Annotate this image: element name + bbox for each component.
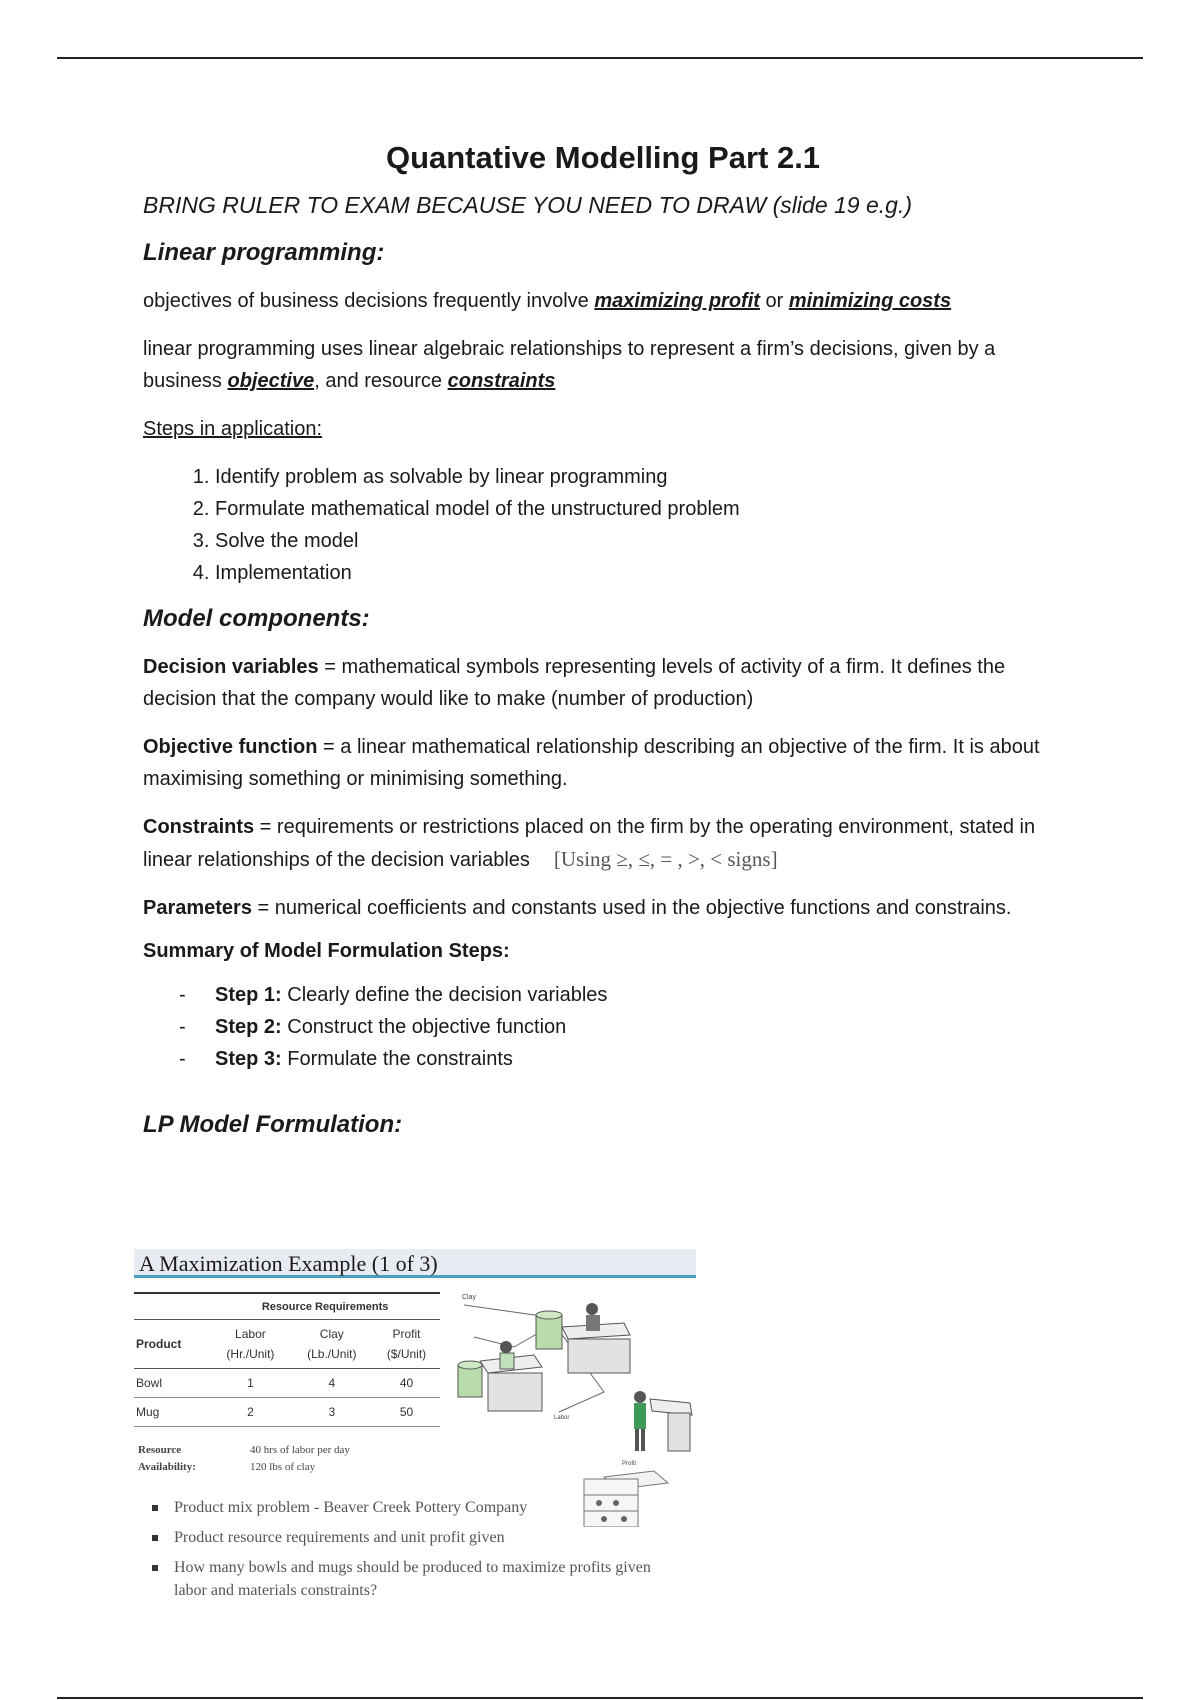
clay-column-header: Clay (Lb./Unit) [291,1320,373,1369]
list-item: 3. Solve the model [215,525,1063,557]
section-heading-lp-formulation: LP Model Formulation: [143,1111,403,1138]
lp-objectives-paragraph: objectives of business decisions frequently involve maximizing profit or minimizing costs [143,290,952,312]
term-minimizing-costs: minimizing costs [788,290,952,312]
worktable-icon [650,1399,692,1451]
slide-bullets [152,1496,672,1609]
list-item: How many bowls and mugs should be produced to maximize profits given labor and materials constraints? [152,1556,672,1602]
constraint-signs: [Using ≥, ≤, = , >, < signs] [553,847,778,871]
list-item: - Step 2: Construct the objective function [179,1011,1063,1043]
worker-icon [634,1391,646,1451]
page-title: Quantative Modelling Part 2.1 [385,140,821,175]
clay-cylinder-icon [458,1361,482,1397]
steps-list [143,461,1063,589]
resource-availability: Resource Availability:40 hrs of labor per day 120 lbs of clay [138,1444,350,1473]
header-rule [57,57,1143,59]
product-column-header: Product [134,1320,210,1369]
list-item: - Step 3: Formulate the constraints [179,1043,1063,1075]
clay-label: Clay [462,1294,477,1301]
decision-variables-paragraph: Decision variables = mathematical symbols representing levels of activity of a firm. It defines the decision that the company would like to make (number of production) [143,656,1006,710]
profit-column-header: Profit ($/Unit) [373,1320,440,1369]
table-row: Mug 2 3 50 [134,1398,440,1427]
term-objective: objective [227,370,315,392]
slide-title: A Maximization Example (1 of 3) [134,1249,696,1278]
list-item: Product resource requirements and unit profit given [152,1526,672,1549]
labor-column-header: Labor (Hr./Unit) [210,1320,290,1369]
constraints-paragraph: Constraints = requirements or restrictions placed on the firm by the operating environment, stated in linear relationships of the decision variables [Using ≥, ≤, = , >, < signs] [143,816,1036,871]
resource-table [134,1292,440,1427]
list-item: 1. Identify problem as solvable by linear programming [215,461,1063,493]
section-heading-linear-programming: Linear programming: [143,239,385,266]
steps-label: Steps in application: [143,418,323,440]
list-item: 2. Formulate mathematical model of the unstructured problem [215,493,1063,525]
labor-label: Labor [554,1415,570,1421]
worktable-icon [480,1341,542,1411]
exam-note: BRING RULER TO EXAM BECAUSE YOU NEED TO DRAW (slide 19 e.g.) [143,192,912,218]
pottery-process-illustration [454,1287,696,1527]
section-heading-model-components: Model components: [143,605,370,632]
lp-definition-paragraph: linear programming uses linear algebraic relationships to represent a firm’s decisions, given by a business objective, and resource constraints [143,338,996,392]
parameters-paragraph: Parameters = numerical coefficients and constants used in the objective functions and constrains. [143,897,1012,919]
profit-label: Profit [622,1461,637,1467]
slide-image [134,1249,696,1611]
table-row: Bowl 1 4 40 [134,1369,440,1398]
clay-cylinder-icon [536,1311,562,1349]
worktable-icon [562,1303,630,1373]
objective-function-paragraph: Objective function = a linear mathematical relationship describing an objective of the firm. It is about maximising something or minimising something. [143,736,1040,790]
list-item: Product mix problem - Beaver Creek Pottery Company [152,1496,672,1519]
footer-rule [57,1697,1143,1699]
resource-requirements-header: Resource Requirements [210,1293,440,1320]
list-item: 4. Implementation [215,557,1063,589]
summary-steps-list [143,979,1063,1075]
term-maximizing-profit: maximizing profit [594,290,760,312]
list-item: - Step 1: Clearly define the decision variables [179,979,1063,1011]
summary-heading: Summary of Model Formulation Steps: [143,940,510,962]
document-body [143,140,1063,1139]
term-constraints: constraints [447,370,556,392]
